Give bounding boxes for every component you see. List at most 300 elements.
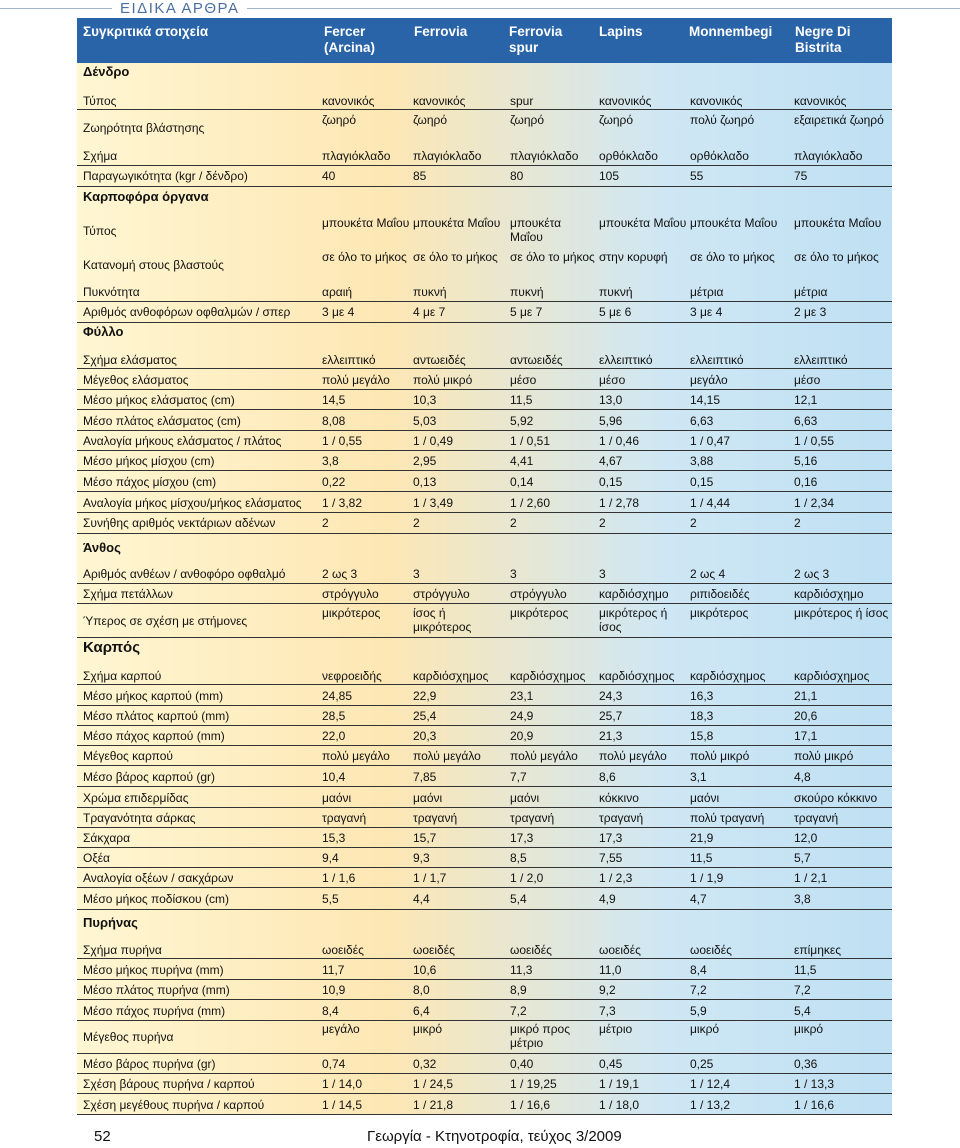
table-cell: μέσο (794, 373, 821, 387)
row-divider (77, 1114, 892, 1115)
row-divider (77, 301, 892, 302)
row-divider (77, 786, 892, 787)
row-label: Σχήμα πυρήνα (83, 943, 162, 957)
table-cell: 4,7 (690, 892, 707, 906)
section-title: Καρποφόρα όργανα (83, 189, 209, 204)
table-cell: καρδιόσχημο (599, 587, 669, 601)
table-cell: επίμηκες (794, 943, 842, 957)
table-cell: 1 / 19,25 (510, 1077, 557, 1091)
row-divider (77, 807, 892, 808)
table-cell: κανονικός (322, 94, 375, 108)
row-divider (77, 1053, 892, 1054)
row-divider (77, 999, 892, 1000)
table-cell: 3 με 4 (690, 305, 723, 319)
table-cell: 4,8 (794, 770, 811, 784)
table-cell: 21,9 (690, 831, 714, 845)
table-cell: μαόνι (510, 791, 540, 805)
table-cell: 75 (794, 169, 808, 183)
col-header-6: Negre Di Bistrita (795, 24, 851, 55)
row-divider (77, 705, 892, 706)
row-label: Μέσο μήκος καρπού (mm) (83, 689, 224, 703)
table-cell: 21,3 (599, 729, 623, 743)
row-label: Σχήμα καρπού (83, 669, 162, 683)
table-cell: καρδιόσχημος (510, 669, 586, 683)
row-label: Οξέα (83, 851, 110, 865)
table-cell: 24,9 (510, 709, 534, 723)
table-cell: 5,7 (794, 851, 811, 865)
col-header-5: Monnembegi (689, 24, 773, 39)
row-label: Μέσο μήκος μίσχου (cm) (83, 454, 215, 468)
table-cell: κανονικός (690, 94, 743, 108)
table-cell: 8,4 (322, 1004, 339, 1018)
table-cell: 17,3 (510, 831, 534, 845)
table-cell: 1 / 2,3 (599, 871, 633, 885)
row-label: Ζωηρότητα βλάστησης (83, 121, 205, 135)
table-cell: πολύ μεγάλο (599, 749, 667, 763)
table-cell: 3,1 (690, 770, 707, 784)
table-cell: καρδιόσχημος (599, 669, 675, 683)
section-header-title: ΕΙΔΙΚΑ ΑΡΘΡΑ (112, 0, 247, 17)
table-cell: 1 / 12,4 (690, 1077, 731, 1091)
table-cell: τραγανή (510, 811, 555, 825)
row-divider (77, 637, 892, 638)
table-cell: μαόνι (690, 791, 720, 805)
row-divider (77, 745, 892, 746)
table-cell: 6,4 (413, 1004, 430, 1018)
table-cell: 8,4 (690, 963, 707, 977)
table-cell: μπουκέτα Μαΐου (322, 216, 410, 230)
page-number: 52 (94, 1128, 111, 1145)
table-cell: 0,16 (794, 475, 818, 489)
table-cell: 10,4 (322, 770, 346, 784)
row-label: Αναλογία μήκους ελάσματος / πλάτος (83, 434, 282, 448)
row-divider (77, 491, 892, 492)
table-cell: 1 / 0,46 (599, 434, 640, 448)
row-divider (77, 979, 892, 980)
row-divider (77, 847, 892, 848)
table-cell: 11,3 (510, 963, 533, 977)
table-cell: εξαιρετικά ζωηρό (794, 113, 884, 127)
table-cell: μικρό (690, 1022, 720, 1036)
table-cell: πυκνή (599, 285, 633, 299)
table-cell: 3 (510, 567, 517, 581)
table-cell: μεγάλο (690, 373, 728, 387)
row-divider (77, 533, 892, 534)
table-cell: τραγανή (599, 811, 644, 825)
table-cell: 4,4 (413, 892, 430, 906)
table-cell: 16,3 (690, 689, 714, 703)
table-cell: 1 / 0,47 (690, 434, 731, 448)
row-label: Μέσο μήκος ποδίσκου (cm) (83, 892, 229, 906)
table-cell: μπουκέτα Μαΐου (690, 216, 778, 230)
table-cell: ωοειδές (322, 943, 364, 957)
table-cell: κανονικός (794, 94, 847, 108)
table-cell: πολύ τραγανή (690, 811, 765, 825)
table-cell: ελλειπτικό (322, 353, 376, 367)
table-cell: πολύ μικρό (794, 749, 854, 763)
table-cell: 2 (413, 516, 420, 530)
table-cell: αντωειδές (413, 353, 466, 367)
table-cell: κανονικός (413, 94, 466, 108)
table-cell: καρδιόσχημο (794, 587, 864, 601)
table-cell: 2,95 (413, 454, 437, 468)
table-cell: 7,85 (413, 770, 437, 784)
row-divider (77, 450, 892, 451)
table-cell: ζωηρό (510, 113, 545, 127)
table-cell: 8,9 (510, 983, 527, 997)
table-cell: 3,8 (322, 454, 339, 468)
table-cell: αραιή (322, 285, 353, 299)
table-cell: μαόνι (322, 791, 352, 805)
table-cell: μικρότερος ή ίσος (599, 606, 668, 634)
table-cell: 12,1 (794, 393, 818, 407)
row-label: Μέσο πάχος καρπού (mm) (83, 729, 225, 743)
table-cell: 20,9 (510, 729, 534, 743)
table-cell: 40 (322, 169, 336, 183)
table-cell: 22,0 (322, 729, 346, 743)
row-divider (77, 389, 892, 390)
table-cell: μπουκέτα Μαΐου (599, 216, 687, 230)
table-cell: 0,25 (690, 1057, 714, 1071)
table-cell: ορθόκλαδο (599, 149, 658, 163)
table-cell: ωοειδές (510, 943, 552, 957)
table-cell: κανονικός (599, 94, 652, 108)
table-cell: 2 ως 4 (690, 567, 726, 581)
table-cell: μικρότερος (322, 606, 381, 620)
table-cell: μικρότερος (510, 606, 569, 620)
row-label: Αριθμός ανθέων / ανθοφόρο οφθαλμό (83, 567, 286, 581)
table-cell: 1 / 1,6 (322, 871, 356, 885)
table-cell: 11,5 (794, 963, 817, 977)
table-cell: ζωηρό (322, 113, 357, 127)
col-header-3: Ferrovia spur (509, 24, 563, 55)
table-cell: τραγανή (794, 811, 839, 825)
table-cell: 1 / 0,51 (510, 434, 551, 448)
row-label: Σχέση βάρους πυρήνα / καρπού (83, 1077, 255, 1091)
table-cell: 5,9 (690, 1004, 707, 1018)
table-cell: σκούρο κόκκινο (794, 791, 878, 805)
table-cell: 18,3 (690, 709, 714, 723)
table-cell: στρόγγυλο (322, 587, 379, 601)
table-cell: 1 / 13,3 (794, 1077, 835, 1091)
row-label: Μέγεθος πυρήνα (83, 1030, 174, 1044)
table-cell: 9,2 (599, 983, 616, 997)
table-cell: μικρότερος (690, 606, 749, 620)
table-cell: 3 με 4 (322, 305, 355, 319)
table-cell: 1 / 18,0 (599, 1098, 640, 1112)
table-cell: 8,0 (413, 983, 430, 997)
table-cell: 2 με 3 (794, 305, 827, 319)
row-label: Μέσο πλάτος πυρήνα (mm) (83, 983, 230, 997)
table-cell: 1 / 1,9 (690, 871, 724, 885)
table-cell: 4,67 (599, 454, 623, 468)
table-cell: σε όλο το μήκος (794, 250, 879, 264)
table-cell: 2 (322, 516, 329, 530)
table-cell: 12,0 (794, 831, 818, 845)
row-divider (77, 109, 892, 110)
row-divider (77, 512, 892, 513)
table-cell: 25,7 (599, 709, 623, 723)
table-cell: 5,4 (510, 892, 527, 906)
table-cell: 1 / 2,78 (599, 496, 640, 510)
row-divider (77, 470, 892, 471)
row-divider (77, 603, 892, 604)
row-divider (77, 1073, 892, 1074)
row-label: Τραγανότητα σάρκας (83, 811, 196, 825)
section-title: Φύλλο (83, 324, 124, 339)
table-cell: ζωηρό (413, 113, 448, 127)
table-cell: πολύ μεγάλο (322, 373, 390, 387)
table-cell: 22,9 (413, 689, 437, 703)
row-label: Σάκχαρα (83, 831, 131, 845)
table-cell: 3 (413, 567, 420, 581)
row-divider (77, 186, 892, 187)
table-cell: τραγανή (322, 811, 367, 825)
table-cell: 1 / 13,2 (690, 1098, 731, 1112)
table-cell: 24,3 (599, 689, 623, 703)
table-cell: πολύ μικρό (690, 749, 750, 763)
row-label: Τύπος (83, 224, 117, 238)
table-cell: 7,2 (510, 1004, 527, 1018)
table-cell: σε όλο το μήκος (413, 250, 498, 264)
table-cell: 9,3 (413, 851, 430, 865)
row-label: Μέσο μήκος ελάσματος (cm) (83, 393, 235, 407)
table-cell: 5 με 6 (599, 305, 632, 319)
table-cell: ριπιδοειδές (690, 587, 750, 601)
table-cell: 14,15 (690, 393, 721, 407)
table-cell: 1 / 2,1 (794, 871, 828, 885)
section-title: Πυρήνας (83, 915, 138, 930)
table-cell: μπουκέτα Μαΐου (794, 216, 882, 230)
table-cell: νεφροειδής (322, 669, 382, 683)
row-label: Μέσο βάρος πυρήνα (gr) (83, 1057, 216, 1071)
table-cell: ελλειπτικό (690, 353, 744, 367)
table-cell: 20,3 (413, 729, 437, 743)
table-cell: 80 (510, 169, 524, 183)
table-cell: 0,45 (599, 1057, 623, 1071)
table-cell: 3,8 (794, 892, 811, 906)
section-title: Καρπός (83, 639, 141, 656)
table-cell: 3 (599, 567, 606, 581)
table-cell: 0,15 (599, 475, 623, 489)
table-cell: μικρό (794, 1022, 824, 1036)
table-cell: 11,5 (510, 393, 533, 407)
col-header-1: Fercer (Arcina) (324, 24, 376, 55)
row-divider (77, 958, 892, 959)
table-cell: καρδιόσχημος (690, 669, 766, 683)
table-header (77, 18, 892, 63)
table-cell: 3,88 (690, 454, 714, 468)
table-cell: 1 / 0,55 (794, 434, 835, 448)
row-divider (77, 887, 892, 888)
table-cell: κόκκινο (599, 791, 639, 805)
table-cell: 7,2 (794, 983, 811, 997)
row-label: Χρώμα επιδερμίδας (83, 791, 189, 805)
col-header-2: Ferrovia (414, 24, 468, 39)
row-divider (77, 765, 892, 766)
row-label: Σχήμα πετάλλων (83, 587, 173, 601)
row-label: Σχήμα (83, 149, 118, 163)
table-cell: 55 (690, 169, 704, 183)
table-cell: 1 / 2,60 (510, 496, 551, 510)
table-cell: 2 (510, 516, 517, 530)
table-cell: μεγάλο (322, 1022, 360, 1036)
row-divider (77, 165, 892, 166)
table-cell: 11,7 (322, 963, 345, 977)
table-cell: ορθόκλαδο (690, 149, 749, 163)
table-cell: 1 / 16,6 (794, 1098, 835, 1112)
table-cell: 6,63 (794, 414, 818, 428)
table-cell: μέτριο (599, 1022, 633, 1036)
table-cell: καρδιόσχημος (794, 669, 870, 683)
table-cell: 1 / 1,7 (413, 871, 447, 885)
table-cell: 0,32 (413, 1057, 437, 1071)
table-cell: μέτρια (794, 285, 828, 299)
section-title: Άνθος (83, 540, 121, 555)
table-cell: 15,7 (413, 831, 437, 845)
table-cell: 5,4 (794, 1004, 811, 1018)
table-cell: 2 (794, 516, 801, 530)
row-divider (77, 684, 892, 685)
table-cell: 14,5 (322, 393, 346, 407)
table-cell: 11,5 (690, 851, 713, 865)
table-cell: 15,8 (690, 729, 714, 743)
row-label: Μέσο πλάτος ελάσματος (cm) (83, 414, 241, 428)
header-label: Συγκριτικά στοιχεία (83, 24, 209, 39)
table-cell: 6,63 (690, 414, 714, 428)
table-cell: 1 / 0,49 (413, 434, 454, 448)
table-cell: μαόνι (413, 791, 443, 805)
table-cell: 0,74 (322, 1057, 346, 1071)
table-cell: 0,14 (510, 475, 534, 489)
table-cell: σε όλο το μήκος (322, 250, 407, 264)
row-label: Ύπερος σε σχέση με στήμονες (83, 614, 248, 628)
table-cell: 1 / 2,0 (510, 871, 544, 885)
table-cell: 4,41 (510, 454, 534, 468)
table-cell: 1 / 14,5 (322, 1098, 363, 1112)
table-cell: 2 (599, 516, 606, 530)
table-cell: πλαγιόκλαδο (322, 149, 391, 163)
row-divider (77, 1093, 892, 1094)
table-cell: 10,6 (413, 963, 437, 977)
table-cell: 24,85 (322, 689, 353, 703)
table-cell: 8,08 (322, 414, 346, 428)
table-cell: 7,7 (510, 770, 527, 784)
table-cell: 7,2 (690, 983, 707, 997)
table-cell: πολύ μεγάλο (322, 749, 390, 763)
table-cell: 4 με 7 (413, 305, 446, 319)
table-cell: πολύ μεγάλο (510, 749, 578, 763)
table-cell: 15,3 (322, 831, 346, 845)
row-label: Παραγωγικότητα (kgr / δένδρο) (83, 169, 248, 183)
table-cell: 9,4 (322, 851, 339, 865)
table-cell: 13,0 (599, 393, 623, 407)
table-cell: 10,3 (413, 393, 437, 407)
table-cell: 0,13 (413, 475, 437, 489)
row-label: Τύπος (83, 94, 117, 108)
table-cell: 0,22 (322, 475, 346, 489)
table-cell: 10,9 (322, 983, 346, 997)
row-label: Κατανομή στους βλαστούς (83, 258, 224, 272)
table-cell: 21,1 (794, 689, 818, 703)
table-cell: σε όλο το μήκος (690, 250, 775, 264)
table-cell: μέσο (599, 373, 626, 387)
table-cell: πυκνή (413, 285, 447, 299)
table-cell: 105 (599, 169, 620, 183)
table-cell: μικρότερος ή ίσος (794, 606, 889, 620)
table-cell: πολύ ζωηρό (690, 113, 755, 127)
row-label: Μέσο βάρος καρπού (gr) (83, 770, 216, 784)
table-cell: 4,9 (599, 892, 616, 906)
row-divider (77, 322, 892, 323)
row-divider (77, 867, 892, 868)
row-divider (77, 368, 892, 369)
table-cell: 17,1 (794, 729, 818, 743)
table-cell: 1 / 16,6 (510, 1098, 551, 1112)
table-cell: μπουκέτα Μαΐου (413, 216, 501, 230)
table-cell: ζωηρό (599, 113, 634, 127)
table-cell: 7,3 (599, 1004, 616, 1018)
table-cell: 8,6 (599, 770, 616, 784)
table-cell: 20,6 (794, 709, 818, 723)
table-cell: 0,36 (794, 1057, 818, 1071)
table-cell: στρόγγυλο (413, 587, 470, 601)
table-cell: πλαγιόκλαδο (794, 149, 863, 163)
table-cell: 5,96 (599, 414, 623, 428)
section-title: Δένδρο (83, 64, 130, 79)
row-divider (77, 583, 892, 584)
table-cell: πυκνή (510, 285, 544, 299)
row-label: Σχέση μεγέθους πυρήνα / καρπού (83, 1098, 265, 1112)
table-cell: πολύ μικρό (413, 373, 473, 387)
table-cell: 5,03 (413, 414, 437, 428)
table-cell: ελλειπτικό (599, 353, 653, 367)
row-label: Σχήμα ελάσματος (83, 353, 177, 367)
table-cell: καρδιόσχημος (413, 669, 489, 683)
row-label: Συνήθης αριθμός νεκτάριων αδένων (83, 516, 276, 530)
row-label: Μέγεθος ελάσματος (83, 373, 189, 387)
table-cell: 17,3 (599, 831, 623, 845)
table-cell: μικρό (413, 1022, 443, 1036)
table-cell: 8,5 (510, 851, 527, 865)
table-cell: 1 / 21,8 (413, 1098, 454, 1112)
table-cell: ίσος ή μικρότερος (413, 606, 472, 634)
table-cell: στην κορυφή (599, 250, 668, 264)
col-header-4: Lapins (599, 24, 643, 39)
table-cell: 1 / 19,1 (599, 1077, 640, 1091)
table-cell: 1 / 4,44 (690, 496, 731, 510)
table-cell: 0,40 (510, 1057, 534, 1071)
table-cell: μπουκέτα Μαΐου (510, 216, 562, 244)
row-divider (77, 827, 892, 828)
table-cell: 7,55 (599, 851, 623, 865)
row-divider (77, 430, 892, 431)
row-divider (77, 909, 892, 910)
row-divider (77, 1020, 892, 1021)
table-cell: μικρό προς μέτριο (510, 1022, 570, 1050)
table-cell: 1 / 3,82 (322, 496, 363, 510)
table-cell: μέσο (510, 373, 537, 387)
row-divider (77, 725, 892, 726)
publication-title: Γεωργία - Κτηνοτροφία, τεύχος 3/2009 (367, 1128, 622, 1145)
table-cell: 2 ως 3 (794, 567, 830, 581)
row-divider (77, 409, 892, 410)
row-label: Μέσο πάχος πυρήνα (mm) (83, 1004, 226, 1018)
table-cell: 28,5 (322, 709, 346, 723)
row-label: Μέσο πάχος μίσχου (cm) (83, 475, 217, 489)
row-label: Πυκνότητα (83, 285, 140, 299)
table-cell: 5,92 (510, 414, 534, 428)
